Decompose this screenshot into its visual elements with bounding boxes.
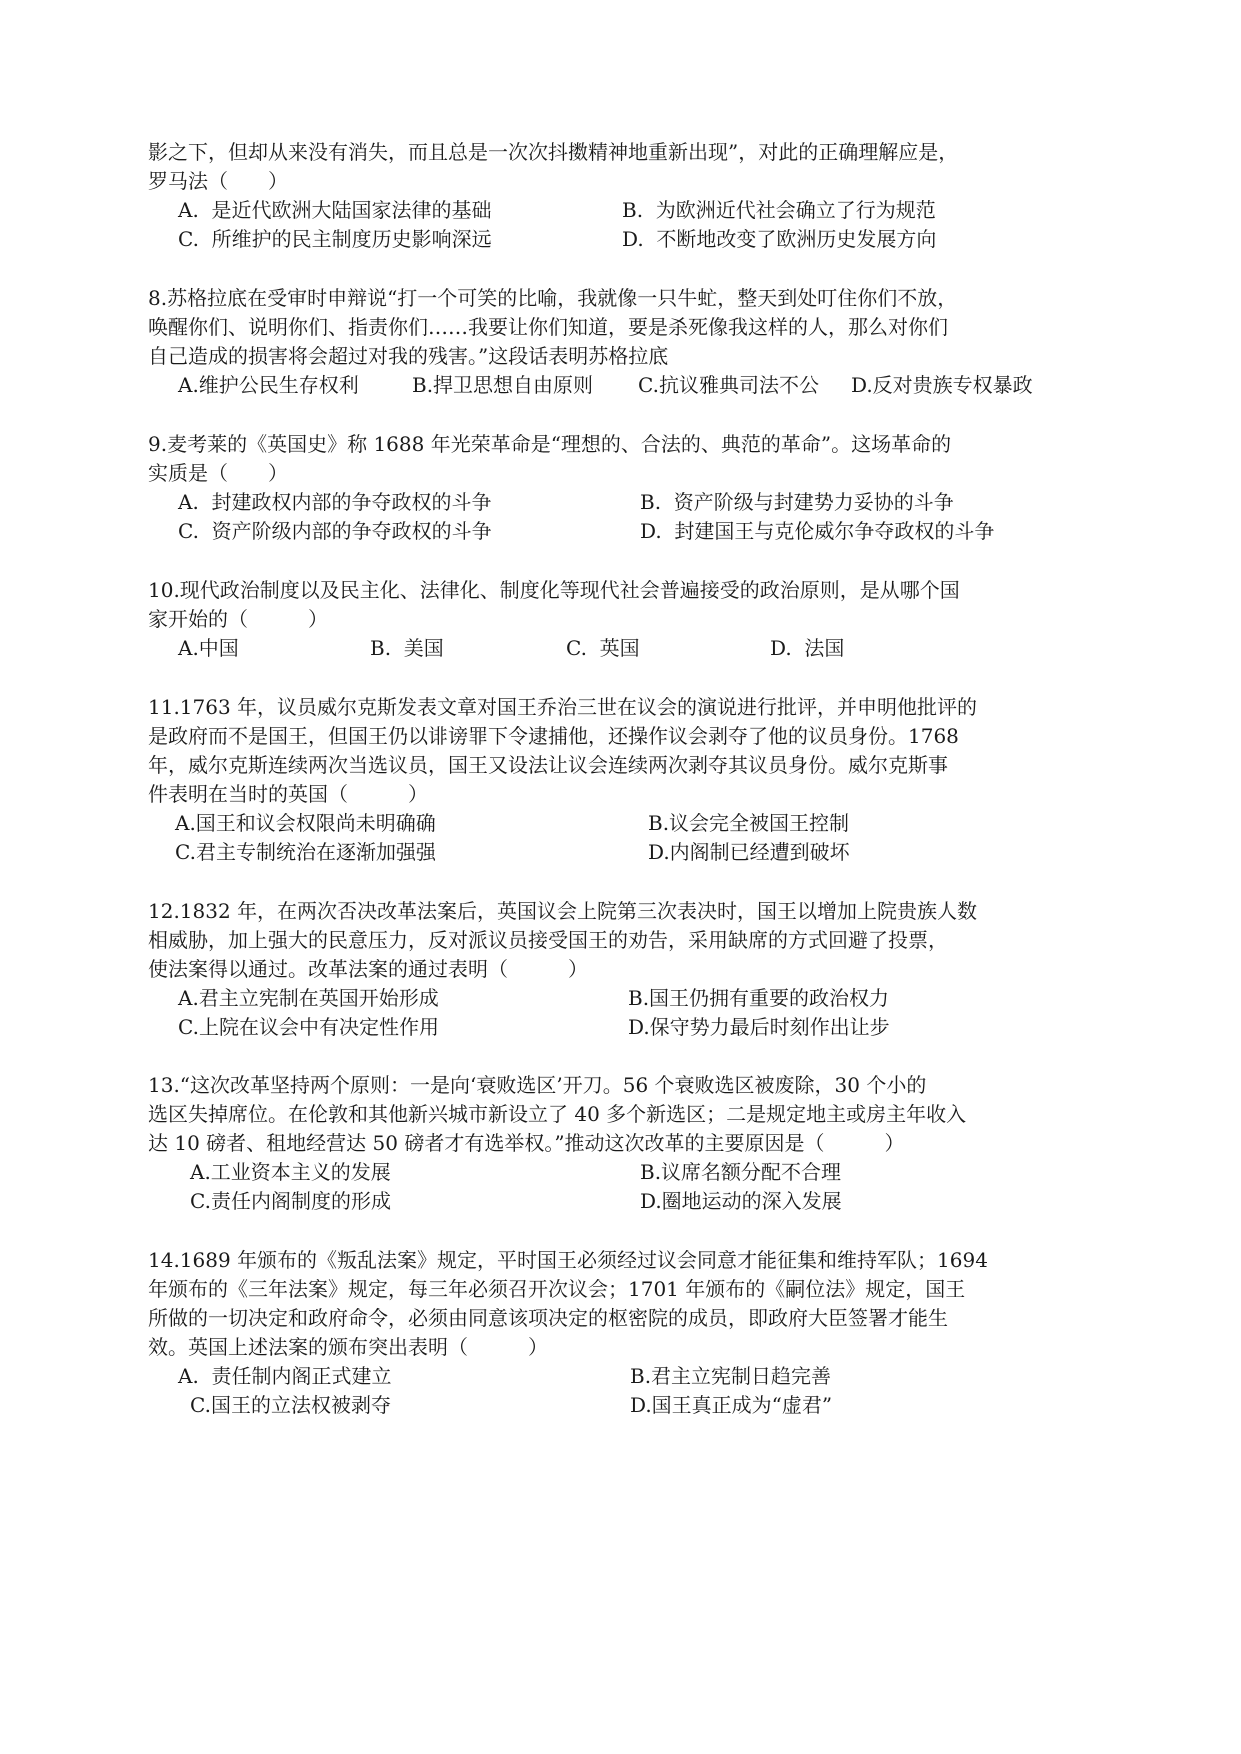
q13-line-2: 选区失掉席位。在伦敦和其他新兴城市新设立了 40 多个新选区；二是规定地主或房主年收入: [148, 1102, 967, 1126]
q10-line-1: 10.现代政治制度以及民主化、法律化、制度化等现代社会普遍接受的政治原则，是从哪个国: [148, 578, 960, 602]
q14-option-c: C.国王的立法权被剥夺: [190, 1393, 391, 1417]
q11-line-4: 件表明在当时的英国（ ）: [148, 782, 428, 806]
q8-line-2: 唤醒你们、说明你们、指责你们……我要让你们知道，要是杀死像我这样的人，那么对你们: [148, 315, 948, 339]
q10-option-c: C. 英国: [566, 636, 640, 660]
q9-option-a: A. 封建政权内部的争夺政权的斗争: [178, 490, 492, 514]
q14-option-b: B.君主立宪制日趋完善: [630, 1364, 832, 1388]
q11-option-d: D.内阁制已经遭到破坏: [648, 840, 850, 864]
q8-option-b: B.捍卫思想自由原则: [412, 373, 594, 397]
q14-option-a: A. 责任制内阁正式建立: [178, 1364, 392, 1388]
q8-option-d: D.反对贵族专权暴政: [851, 373, 1033, 397]
q14-option-d: D.国王真正成为“虚君”: [630, 1393, 833, 1417]
q13-line-1: 13.“这次改革坚持两个原则：一是向‘衰败选区’开刀。56 个衰败选区被废除，30 个小的: [148, 1073, 927, 1097]
q9-line-2: 实质是（ ）: [148, 461, 288, 485]
q12-option-a: A.君主立宪制在英国开始形成: [178, 986, 439, 1010]
q11-line-1: 11.1763 年，议员威尔克斯发表文章对国王乔治三世在议会的演说进行批评，并申明他批评的: [148, 695, 978, 719]
q12-line-1: 12.1832 年，在两次否决改革法案后，英国议会上院第三次表决时，国王以增加上院贵族人数: [148, 899, 978, 923]
q10-line-2: 家开始的（ ）: [148, 607, 328, 631]
q10-option-d: D. 法国: [770, 636, 845, 660]
q11-option-b: B.议会完全被国王控制: [648, 811, 850, 835]
q13-option-d: D.圈地运动的深入发展: [640, 1189, 842, 1213]
q7-option-c: C. 所维护的民主制度历史影响深远: [178, 227, 492, 251]
q12-option-d: D.保守势力最后时刻作出让步: [628, 1015, 890, 1039]
q8-line-3: 自己造成的损害将会超过对我的残害。”这段话表明苏格拉底: [148, 344, 669, 368]
q9-line-1: 9.麦考莱的《英国史》称 1688 年光荣革命是“理想的、合法的、典范的革命”。这场革命的: [148, 432, 952, 456]
q7-line-1: 影之下，但却从来没有消失，而且总是一次次抖擞精神地重新出现”，对此的正确理解应是，: [148, 140, 959, 164]
q10-option-a: A.中国: [178, 636, 239, 660]
q13-option-c: C.责任内阁制度的形成: [190, 1189, 391, 1213]
q13-option-a: A.工业资本主义的发展: [190, 1160, 391, 1184]
q12-line-3: 使法案得以通过。改革法案的通过表明（ ）: [148, 957, 588, 981]
q8-line-1: 8.苏格拉底在受审时申辩说“打一个可笑的比喻，我就像一只牛虻，整天到处叮住你们不放，: [148, 286, 958, 310]
q7-line-2: 罗马法（ ）: [148, 169, 288, 193]
q8-option-a: A.维护公民生存权利: [178, 373, 359, 397]
q7-option-b: B. 为欧洲近代社会确立了行为规范: [622, 198, 936, 222]
q9-option-b: B. 资产阶级与封建势力妥协的斗争: [640, 490, 954, 514]
q9-option-c: C. 资产阶级内部的争夺政权的斗争: [178, 519, 492, 543]
q11-line-3: 年，威尔克斯连续两次当选议员，国王又设法让议会连续两次剥夺其议员身份。威尔克斯事: [148, 753, 948, 777]
q14-line-3: 所做的一切决定和政府命令，必须由同意该项决定的枢密院的成员，即政府大臣签署才能生: [148, 1306, 948, 1330]
q14-line-1: 14.1689 年颁布的《叛乱法案》规定，平时国王必须经过议会同意才能征集和维持军队；1694: [148, 1248, 988, 1272]
q9-option-d: D. 封建国王与克伦威尔争夺政权的斗争: [640, 519, 995, 543]
q7-option-d: D. 不断地改变了欧洲历史发展方向: [622, 227, 937, 251]
q13-line-3: 达 10 磅者、租地经营达 50 磅者才有选举权。”推动这次改革的主要原因是（ ）: [148, 1131, 905, 1155]
q8-option-c: C.抗议雅典司法不公: [638, 373, 819, 397]
q12-line-2: 相威胁，加上强大的民意压力，反对派议员接受国王的劝告，采用缺席的方式回避了投票，: [148, 928, 948, 952]
q11-line-2: 是政府而不是国王，但国王仍以诽谤罪下令逮捕他，还操作议会剥夺了他的议员身份。1768: [148, 724, 959, 748]
q10-option-b: B. 美国: [370, 636, 444, 660]
q12-option-b: B.国王仍拥有重要的政治权力: [628, 986, 890, 1010]
q11-option-c: C.君主专制统治在逐渐加强强: [175, 840, 436, 864]
q12-option-c: C.上院在议会中有决定性作用: [178, 1015, 439, 1039]
q14-line-4: 效。英国上述法案的颁布突出表明（ ）: [148, 1335, 548, 1359]
q11-option-a: A.国王和议会权限尚未明确确: [175, 811, 436, 835]
q7-option-a: A. 是近代欧洲大陆国家法律的基础: [178, 198, 492, 222]
q13-option-b: B.议席名额分配不合理: [640, 1160, 842, 1184]
q14-line-2: 年颁布的《三年法案》规定，每三年必须召开次议会；1701 年颁布的《嗣位法》规定，国王: [148, 1277, 966, 1301]
